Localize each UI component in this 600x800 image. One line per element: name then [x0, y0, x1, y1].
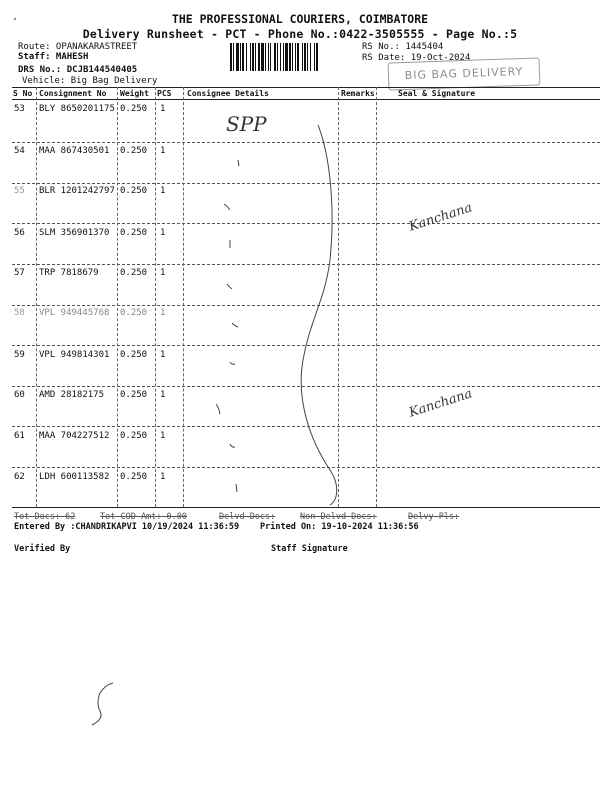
row-pcs: 1: [160, 186, 166, 196]
row-sno: 55: [14, 186, 25, 196]
verified-by-label: Verified By: [14, 544, 71, 554]
row-pcs: 1: [160, 104, 166, 114]
row-consignment: BLY 8650201175: [39, 104, 115, 114]
row-sno: 53: [14, 104, 25, 114]
col-header-pcs: PCS: [157, 89, 172, 98]
handwritten-signature: Kanchana: [407, 200, 475, 235]
document-title: THE PROFESSIONAL COURIERS, COIMBATORE: [171, 12, 429, 26]
col-header-consignment: Consignment No: [39, 89, 107, 98]
row-weight: 0.250: [120, 431, 148, 441]
col-header-sno: S No: [13, 89, 33, 98]
col-header-consignee: Consignee Details: [187, 89, 269, 98]
row-pcs: 1: [160, 228, 166, 238]
printed-on: Printed On: 19-10-2024 11:36:56: [260, 522, 419, 532]
row-weight: 0.250: [120, 308, 148, 318]
delivery-pls: Delvy Pls:: [408, 512, 460, 522]
row-consignment: VPL 949445768: [39, 308, 110, 318]
drs-number: DRS No.: DCJB144540405: [18, 65, 138, 75]
row-pcs: 1: [160, 308, 166, 318]
rs-date: RS Date: 19-Oct-2024: [362, 53, 471, 63]
document-subtitle: Delivery Runsheet - PCT - Phone No.:0422-3505555 - Page No.:5: [82, 27, 518, 41]
staff-signature-label: Staff Signature: [271, 544, 348, 554]
row-consignment: BLR 1201242797: [39, 186, 115, 196]
row-weight: 0.250: [120, 104, 148, 114]
vehicle-label: Vehicle: Big Bag Delivery: [22, 76, 158, 86]
row-weight: 0.250: [120, 472, 148, 482]
col-header-remarks: Remarks: [341, 89, 375, 98]
route-label: Route: OPANAKARASTREET: [18, 42, 138, 52]
total-docs: Tot Docs: 62: [14, 512, 76, 522]
non-delivered-docs: Non Delvd Docs:: [300, 512, 377, 522]
handwritten-signature: Kanchana: [407, 386, 475, 421]
row-sno: 54: [14, 146, 25, 156]
row-consignment: MAA 704227512: [39, 431, 110, 441]
row-consignment: VPL 949814301: [39, 350, 110, 360]
col-header-seal-signature: Seal & Signature: [398, 89, 476, 98]
row-pcs: 1: [160, 472, 166, 482]
row-weight: 0.250: [120, 146, 148, 156]
col-header-weight: Weight: [120, 89, 149, 98]
row-weight: 0.250: [120, 268, 148, 278]
row-sno: 56: [14, 228, 25, 238]
row-pcs: 1: [160, 431, 166, 441]
row-consignment: AMD 28182175: [39, 390, 105, 400]
row-consignment: SLM 356901370: [39, 228, 110, 238]
staff-label: Staff: MAHESH: [18, 52, 89, 62]
row-sno: 60: [14, 390, 25, 400]
row-pcs: 1: [160, 146, 166, 156]
row-sno: 59: [14, 350, 25, 360]
row-consignment: MAA 867430501: [39, 146, 110, 156]
row-consignment: LDH 600113582: [39, 472, 110, 482]
handwritten-initials: SPP: [226, 112, 267, 136]
total-cod-amount: Tot COD Amt: 0.00: [100, 512, 187, 522]
row-sno: 58: [14, 308, 25, 318]
delivered-docs: Delvd Docs:: [219, 512, 276, 522]
row-weight: 0.250: [120, 186, 148, 196]
rs-number: RS No.: 1445404: [362, 42, 444, 52]
row-consignment: TRP 7818679: [39, 268, 99, 278]
delivery-stamp: BIG BAG DELIVERY: [388, 57, 541, 90]
row-weight: 0.250: [120, 350, 148, 360]
row-pcs: 1: [160, 268, 166, 278]
row-pcs: 1: [160, 390, 166, 400]
row-weight: 0.250: [120, 390, 148, 400]
row-sno: 61: [14, 431, 25, 441]
row-sno: 57: [14, 268, 25, 278]
row-weight: 0.250: [120, 228, 148, 238]
row-pcs: 1: [160, 350, 166, 360]
row-sno: 62: [14, 472, 25, 482]
entered-by: Entered By :CHANDRIKAPVI 10/19/2024 11:36:59: [14, 522, 240, 532]
